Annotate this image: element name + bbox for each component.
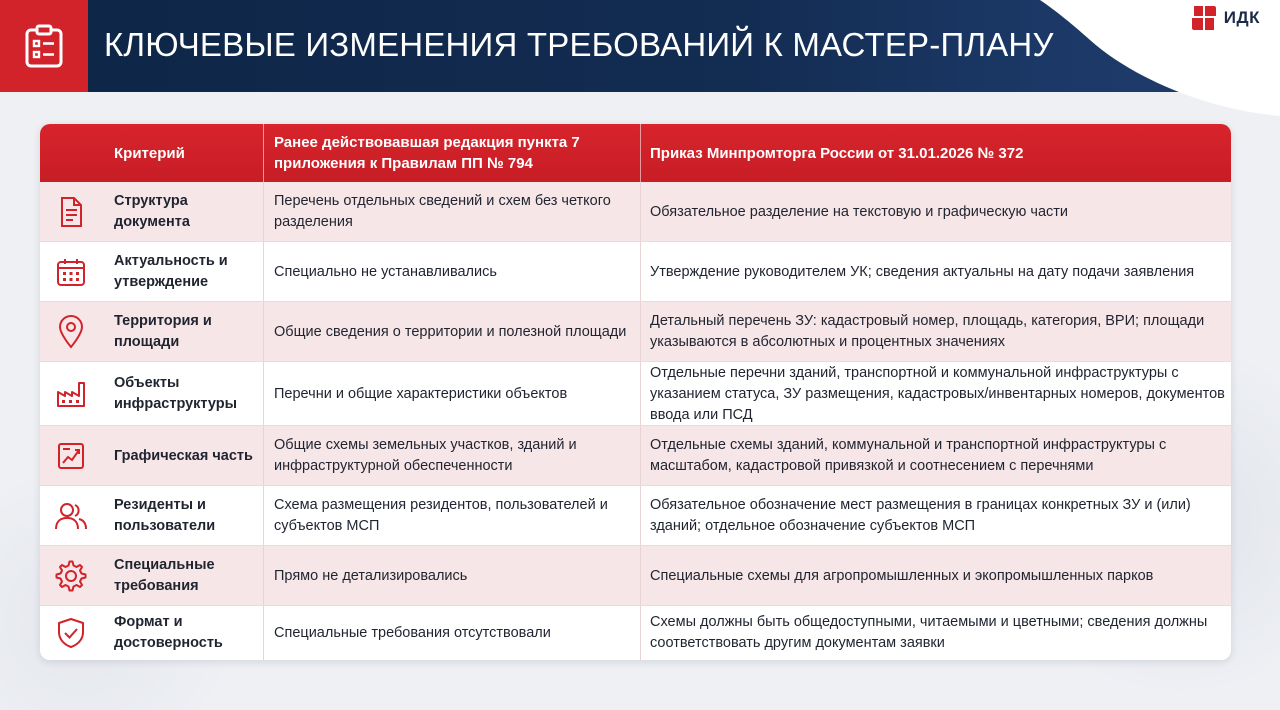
old-rule-cell: Схема размещения резидентов, пользователей и субъектов МСП	[274, 497, 608, 534]
new-rule-cell: Детальный перечень ЗУ: кадастровый номер, площадь, категория, ВРИ; площади указываются в абсолютных и процентных значениях	[650, 313, 1205, 350]
old-rule-cell: Специально не устанавливались	[274, 263, 497, 280]
criterion-cell: Специальные требования	[114, 557, 215, 594]
header-icon-block	[0, 0, 88, 92]
row-icon-cell	[40, 302, 102, 362]
old-rule-cell: Общие схемы земельных участков, зданий и инфраструктурной обеспеченности	[274, 437, 577, 474]
table-row	[40, 486, 1231, 546]
company-logo	[1190, 2, 1260, 34]
logo-mark-icon	[1190, 4, 1218, 32]
new-rule-cell: Отдельные перечни зданий, транспортной и коммунальной инфраструктуры с указанием статуса, ЗУ размещения, кадастровых/инвентарных номеров, документов ввода или ПСД	[650, 364, 1225, 423]
row-icon-cell	[40, 426, 102, 486]
table-row	[40, 242, 1231, 302]
comparison-table	[40, 124, 1231, 660]
clipboard-checklist-icon	[24, 24, 64, 68]
shield-check-icon	[56, 617, 86, 649]
page-title: КЛЮЧЕВЫЕ ИЗМЕНЕНИЯ ТРЕБОВАНИЙ К МАСТЕР-ПЛАНУ	[104, 26, 1054, 63]
criterion-cell: Актуальность и утверждение	[114, 253, 228, 290]
new-rule-cell: Схемы должны быть общедоступными, читаемыми и цветными; сведения должны соответствовать другим документам заявки	[650, 614, 1208, 651]
document-icon	[56, 196, 86, 228]
old-rule-cell: Общие сведения о территории и полезной площади	[274, 323, 627, 340]
location-pin-icon	[57, 315, 85, 349]
criterion-cell: Формат и достоверность	[114, 614, 223, 651]
table-row	[40, 302, 1231, 362]
slide-header	[0, 0, 1280, 92]
criterion-cell: Резиденты и пользователи	[114, 497, 216, 534]
header-divider	[640, 124, 641, 182]
old-rule-cell: Прямо не детализировались	[274, 567, 468, 584]
column-header-criterion: Критерий	[114, 144, 185, 162]
users-icon	[54, 501, 88, 531]
table-row	[40, 362, 1231, 426]
row-icon-cell	[40, 606, 102, 660]
table-row	[40, 182, 1231, 242]
logo-text: ИДК	[1223, 8, 1260, 27]
row-icon-cell	[40, 486, 102, 546]
table-row	[40, 606, 1231, 660]
old-rule-cell: Перечень отдельных сведений и схем без четкого разделения	[274, 193, 611, 230]
new-rule-cell: Обязательное обозначение мест размещения в границах конкретных ЗУ и (или) зданий; отдельное обозначение субъектов МСП	[650, 497, 1191, 534]
row-icon-cell	[40, 182, 102, 242]
factory-icon	[55, 379, 87, 409]
header-divider	[263, 124, 264, 182]
gear-icon	[55, 560, 87, 592]
old-rule-cell: Специальные требования отсутствовали	[274, 624, 551, 641]
criterion-cell: Территория и площади	[114, 313, 212, 350]
old-rule-cell: Перечни и общие характеристики объектов	[274, 385, 568, 402]
new-rule-cell: Обязательное разделение на текстовую и графическую части	[650, 203, 1069, 220]
table-row	[40, 546, 1231, 606]
table-header	[40, 124, 1231, 182]
new-rule-cell: Специальные схемы для агропромышленных и экопромышленных парков	[650, 567, 1154, 584]
new-rule-cell: Утверждение руководителем УК; сведения актуальны на дату подачи заявления	[650, 263, 1195, 280]
criterion-cell: Структура документа	[114, 193, 190, 230]
calendar-icon	[55, 256, 87, 288]
table-row	[40, 426, 1231, 486]
criterion-cell: Объекты инфраструктуры	[114, 375, 238, 412]
row-icon-cell	[40, 242, 102, 302]
row-icon-cell	[40, 546, 102, 606]
column-header-new: Приказ Минпромторга России от 31.01.2026 № 372	[650, 144, 1024, 162]
chart-board-icon	[56, 441, 86, 471]
column-header-old: Ранее действовавшая редакция пункта 7 приложения к Правилам ПП № 794	[274, 134, 580, 172]
new-rule-cell: Отдельные схемы зданий, коммунальной и транспортной инфраструктуры с масштабом, кадастровой привязкой и соотнесением с перечнями	[650, 437, 1167, 474]
row-icon-cell	[40, 362, 102, 426]
criterion-cell: Графическая часть	[114, 447, 253, 464]
